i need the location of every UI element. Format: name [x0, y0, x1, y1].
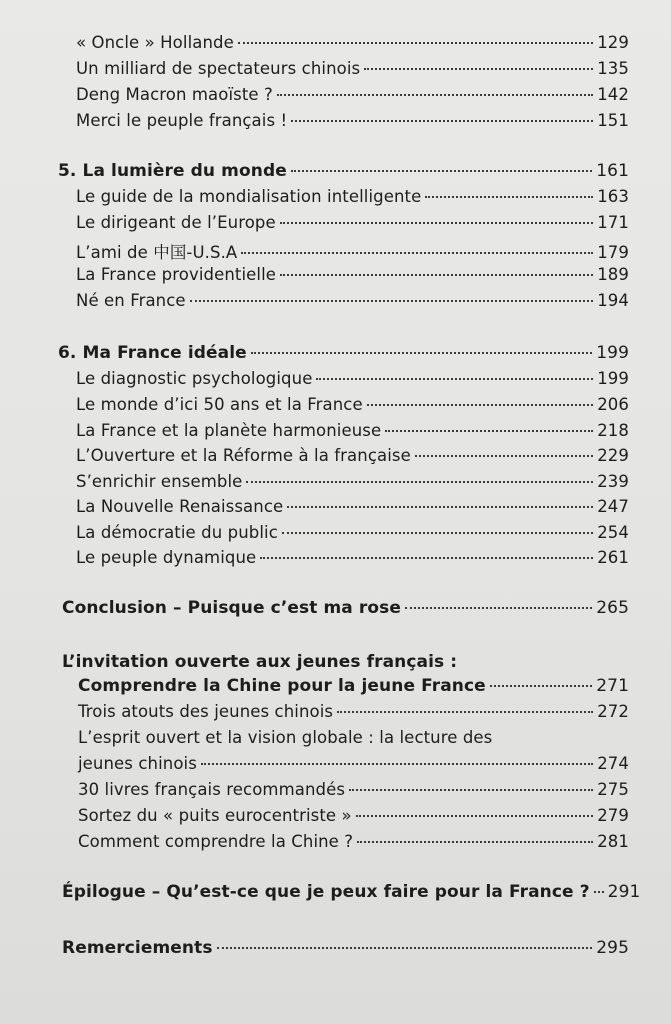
entry-page: 247 [597, 497, 629, 516]
chapter-title: Remerciements [62, 938, 213, 958]
toc-entry [76, 421, 629, 440]
entry-title: Comprendre la Chine pour la jeune France [78, 676, 486, 696]
toc-entry [78, 832, 629, 851]
dot-leader [217, 947, 593, 949]
toc-entry [78, 806, 629, 825]
entry-page: 279 [597, 806, 629, 825]
entry-title: La démocratie du public [76, 523, 278, 542]
toc-entry [76, 291, 629, 310]
entry-page: 265 [596, 598, 629, 618]
entry-page: 275 [597, 780, 629, 799]
dot-leader [282, 532, 593, 534]
entry-page: 218 [597, 421, 629, 440]
entry-page: 291 [607, 882, 641, 902]
dot-leader [490, 685, 592, 687]
entry-title: L’esprit ouvert et la vision globale : la lecture des [78, 728, 493, 747]
toc-entry [76, 213, 629, 232]
entry-page: 229 [597, 446, 629, 465]
toc-entry [76, 239, 629, 263]
entry-title: 30 livres français recommandés [78, 780, 346, 799]
dot-leader [337, 711, 593, 713]
entry-page: 261 [597, 548, 629, 567]
entry-page: 199 [596, 343, 629, 363]
entry-title: Deng Macron maoïste ? [76, 85, 273, 104]
entry-title: Un milliard de spectateurs chinois [76, 59, 361, 78]
dot-leader [316, 378, 593, 380]
entry-title: Le peuple dynamique [76, 548, 257, 567]
toc-chapter [62, 598, 629, 618]
dot-leader [291, 120, 593, 122]
entry-title: Trois atouts des jeunes chinois [78, 702, 334, 721]
dot-leader [364, 68, 593, 70]
entry-page: 179 [597, 243, 629, 262]
toc-chapter [62, 882, 641, 902]
toc-entry [76, 523, 629, 542]
dot-leader [280, 222, 593, 224]
entry-title: L’ami de 中国-U.S.A [76, 243, 238, 262]
toc-chapter [62, 652, 629, 672]
chapter-title: 6. Ma France idéale [58, 343, 247, 363]
toc-entry [76, 395, 629, 414]
dot-leader [357, 841, 593, 843]
chapter-title: Épilogue – Qu’est-ce que je peux faire pour la France ? [62, 882, 590, 902]
entry-page: 295 [596, 938, 629, 958]
entry-page: 135 [597, 59, 629, 78]
entry-page: 271 [596, 676, 629, 696]
entry-page: 151 [597, 111, 629, 130]
dot-leader [349, 789, 593, 791]
dot-leader [594, 891, 604, 893]
entry-title: Le guide de la mondialisation intelligente [76, 187, 422, 206]
dot-leader [280, 274, 593, 276]
toc-chapter [58, 343, 629, 363]
dot-leader [201, 763, 593, 765]
entry-title: Sortez du « puits eurocentriste » [78, 806, 352, 825]
entry-title: Né en France [76, 291, 186, 310]
toc-entry [76, 265, 629, 284]
toc-entry [76, 33, 629, 52]
dot-leader [385, 430, 593, 432]
toc-entry [78, 702, 629, 721]
entry-title: L’Ouverture et la Réforme à la française [76, 446, 411, 465]
entry-title: La France providentielle [76, 265, 277, 284]
entry-page: 206 [597, 395, 629, 414]
entry-title: La France et la planète harmonieuse [76, 421, 382, 440]
toc-entry [78, 728, 629, 747]
entry-title: Merci le peuple français ! [76, 111, 288, 130]
toc-chapter [58, 161, 629, 181]
dot-leader [190, 300, 594, 302]
entry-page: 163 [597, 187, 629, 206]
dot-leader [367, 404, 593, 406]
chapter-title: 5. La lumière du monde [58, 161, 287, 181]
entry-title: Le monde d’ici 50 ans et la France [76, 395, 363, 414]
dot-leader [425, 196, 593, 198]
toc-entry [76, 548, 629, 567]
entry-page: 129 [597, 33, 629, 52]
entry-title: Comment comprendre la Chine ? [78, 832, 354, 851]
toc-chapter [62, 938, 629, 958]
entry-page: 194 [597, 291, 629, 310]
toc-entry [76, 187, 629, 206]
toc-entry [78, 780, 629, 799]
entry-title: « Oncle » Hollande [76, 33, 234, 52]
dot-leader [260, 557, 593, 559]
dot-leader [287, 506, 593, 508]
dot-leader [356, 815, 593, 817]
toc-entry [78, 676, 629, 696]
entry-page: 239 [597, 472, 629, 491]
entry-page: 274 [597, 754, 629, 773]
dot-leader [238, 42, 593, 44]
entry-page: 272 [597, 702, 629, 721]
entry-page: 199 [597, 369, 629, 388]
chapter-title: Conclusion – Puisque c’est ma rose [62, 598, 402, 618]
chapter-title: L’invitation ouverte aux jeunes français : [62, 652, 458, 672]
entry-page: 254 [597, 523, 629, 542]
entry-page: 171 [597, 213, 629, 232]
dot-leader [291, 170, 592, 172]
entry-page: 189 [597, 265, 629, 284]
toc-entry [76, 111, 629, 130]
toc-entry [76, 85, 629, 104]
toc-entry [76, 59, 629, 78]
toc-entry [76, 369, 629, 388]
entry-title: jeunes chinois [78, 754, 197, 773]
toc-entry [76, 497, 629, 516]
dot-leader [415, 455, 593, 457]
dot-leader [241, 252, 593, 254]
toc-entry [76, 472, 629, 491]
entry-page: 281 [597, 832, 629, 851]
dot-leader [277, 94, 593, 96]
dot-leader [251, 352, 592, 354]
entry-title: Le dirigeant de l’Europe [76, 213, 276, 232]
dot-leader [246, 481, 593, 483]
entry-title: Le diagnostic psychologique [76, 369, 313, 388]
dot-leader [405, 607, 592, 609]
entry-page: 142 [597, 85, 629, 104]
entry-title: S’enrichir ensemble [76, 472, 243, 491]
entry-title: La Nouvelle Renaissance [76, 497, 284, 516]
toc-entry [76, 446, 629, 465]
toc-entry [78, 754, 629, 773]
entry-page: 161 [596, 161, 629, 181]
